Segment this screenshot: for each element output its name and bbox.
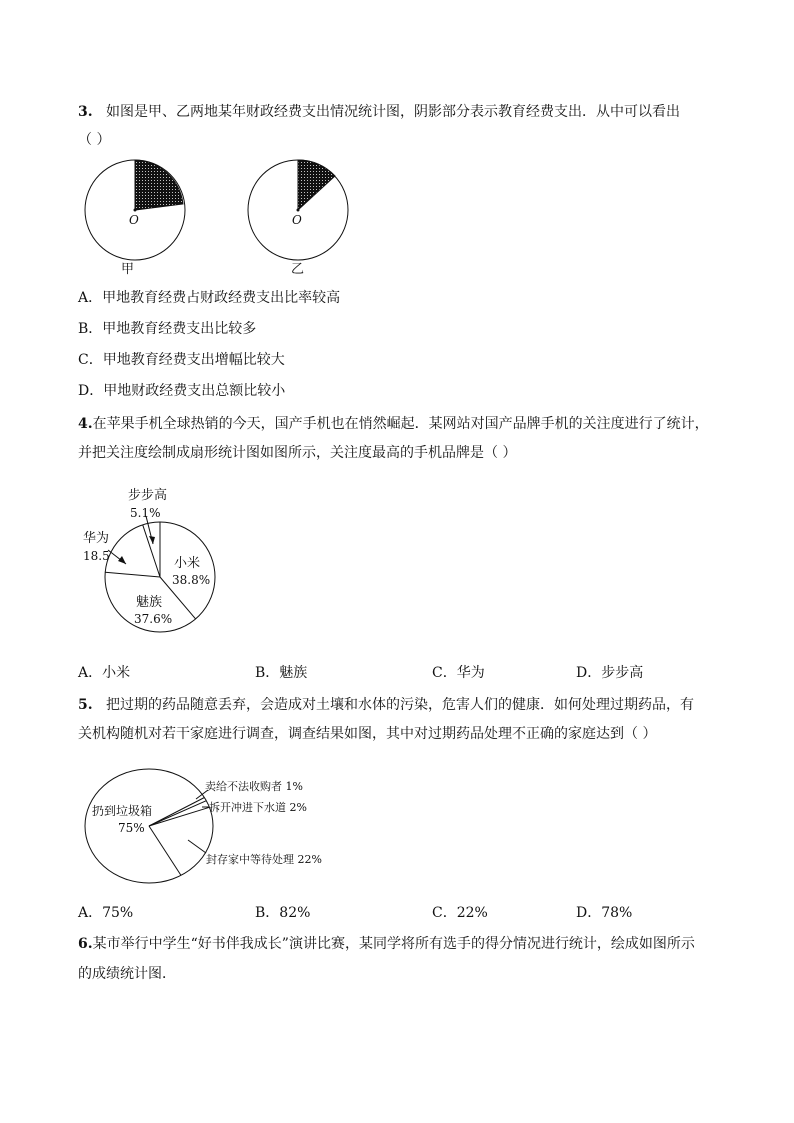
q6-stem-line1 [78,934,695,954]
q5-label-sewer: 拆开冲进下水道 2% [209,801,307,814]
q3-left-center-label: O [129,213,139,227]
q4-option-a[interactable]: A．小米 [78,665,131,681]
q3-stem [78,102,680,122]
q3-left-shaded-sector [135,160,183,210]
q4-label-xiaomi-pct: 38.8% [172,573,211,587]
q3-right-name: 乙 [291,262,305,277]
q3-stem-text: 如图是甲、乙两地某年财政经费支出情况统计图，阴影部分表示教育经费支出．从中可以看出 [105,104,680,120]
q4-option-c[interactable]: C．华为 [432,665,485,681]
q5-option-d[interactable]: D．78% [576,905,633,921]
q4-number: 4. [78,416,93,432]
q6-number: 6. [78,936,93,952]
q3-option-c[interactable]: C．甲地教育经费支出增幅比较大 [78,352,285,368]
q3-number: 3. [78,104,93,120]
q5-pie-chart [78,768,378,898]
q6-stem-line2: 的成绩统计图． [78,966,176,982]
q4-label-bubugao-name: 步步高 [128,488,168,503]
q4-label-meizu-pct: 37.6% [134,612,173,626]
q3-left-name: 甲 [121,262,135,277]
q5-number: 5. [78,697,93,713]
q5-option-b[interactable]: B．82% [255,905,311,921]
q3-left-center-dot [134,209,137,212]
q4-pie-chart [78,484,298,644]
q3-option-d[interactable]: D．甲地财政经费支出总额比较小 [78,383,286,399]
q5-label-sell: 卖给不法收购者 1% [205,780,303,793]
q6-stem-text-1: 某市举行中学生“好书伴我成长”演讲比赛，某同学将所有选手的得分情况进行统计，绘成如图所示 [92,936,695,952]
q4-label-huawei-name: 华为 [83,531,110,546]
q4-label-meizu-name: 魅族 [136,595,163,610]
q3-answer-paren: （ ） [78,132,111,148]
q4-stem-line1 [78,414,709,434]
q3-right-center-dot [297,209,300,212]
q5-stem-line1 [78,695,694,715]
q4-label-xiaomi-name: 小米 [174,556,201,571]
q3-option-a[interactable]: A．甲地教育经费占财政经费支出比率较高 [78,290,341,306]
q5-option-c[interactable]: C．22% [432,905,488,921]
q5-stem-line2: 关机构随机对若干家庭进行调查，调查结果如图，其中对过期药品处理不正确的家庭达到（ ） [78,726,657,742]
q4-stem-line2: 并把关注度绘制成扇形统计图如图所示，关注度最高的手机品牌是（ ） [78,445,517,461]
q3-option-b[interactable]: B．甲地教育经费支出比较多 [78,321,257,337]
q4-label-bubugao-pct: 5.1% [130,506,161,520]
q4-option-b[interactable]: B．魅族 [255,665,308,681]
q5-label-trash-pct: 75% [118,821,145,835]
q4-stem-text-1: 在苹果手机全球热销的今天，国产手机也在悄然崛起．某网站对国产品牌手机的关注度进行了统计， [92,416,709,432]
q5-option-a[interactable]: A．75% [78,905,134,921]
q5-label-trash-name: 扔到垃圾箱 [92,804,153,818]
q3-figure [75,158,375,298]
q4-option-d[interactable]: D．步步高 [576,665,644,681]
q3-right-center-label: O [292,213,302,227]
q5-stem-text-1: 把过期的药品随意丢弃，会造成对土壤和水体的污染，危害人们的健康．如何处理过期药品，有 [105,697,694,713]
q5-label-store: 封存家中等待处理 22% [206,853,322,866]
q4-label-huawei-pct: 18.5 [83,549,110,563]
